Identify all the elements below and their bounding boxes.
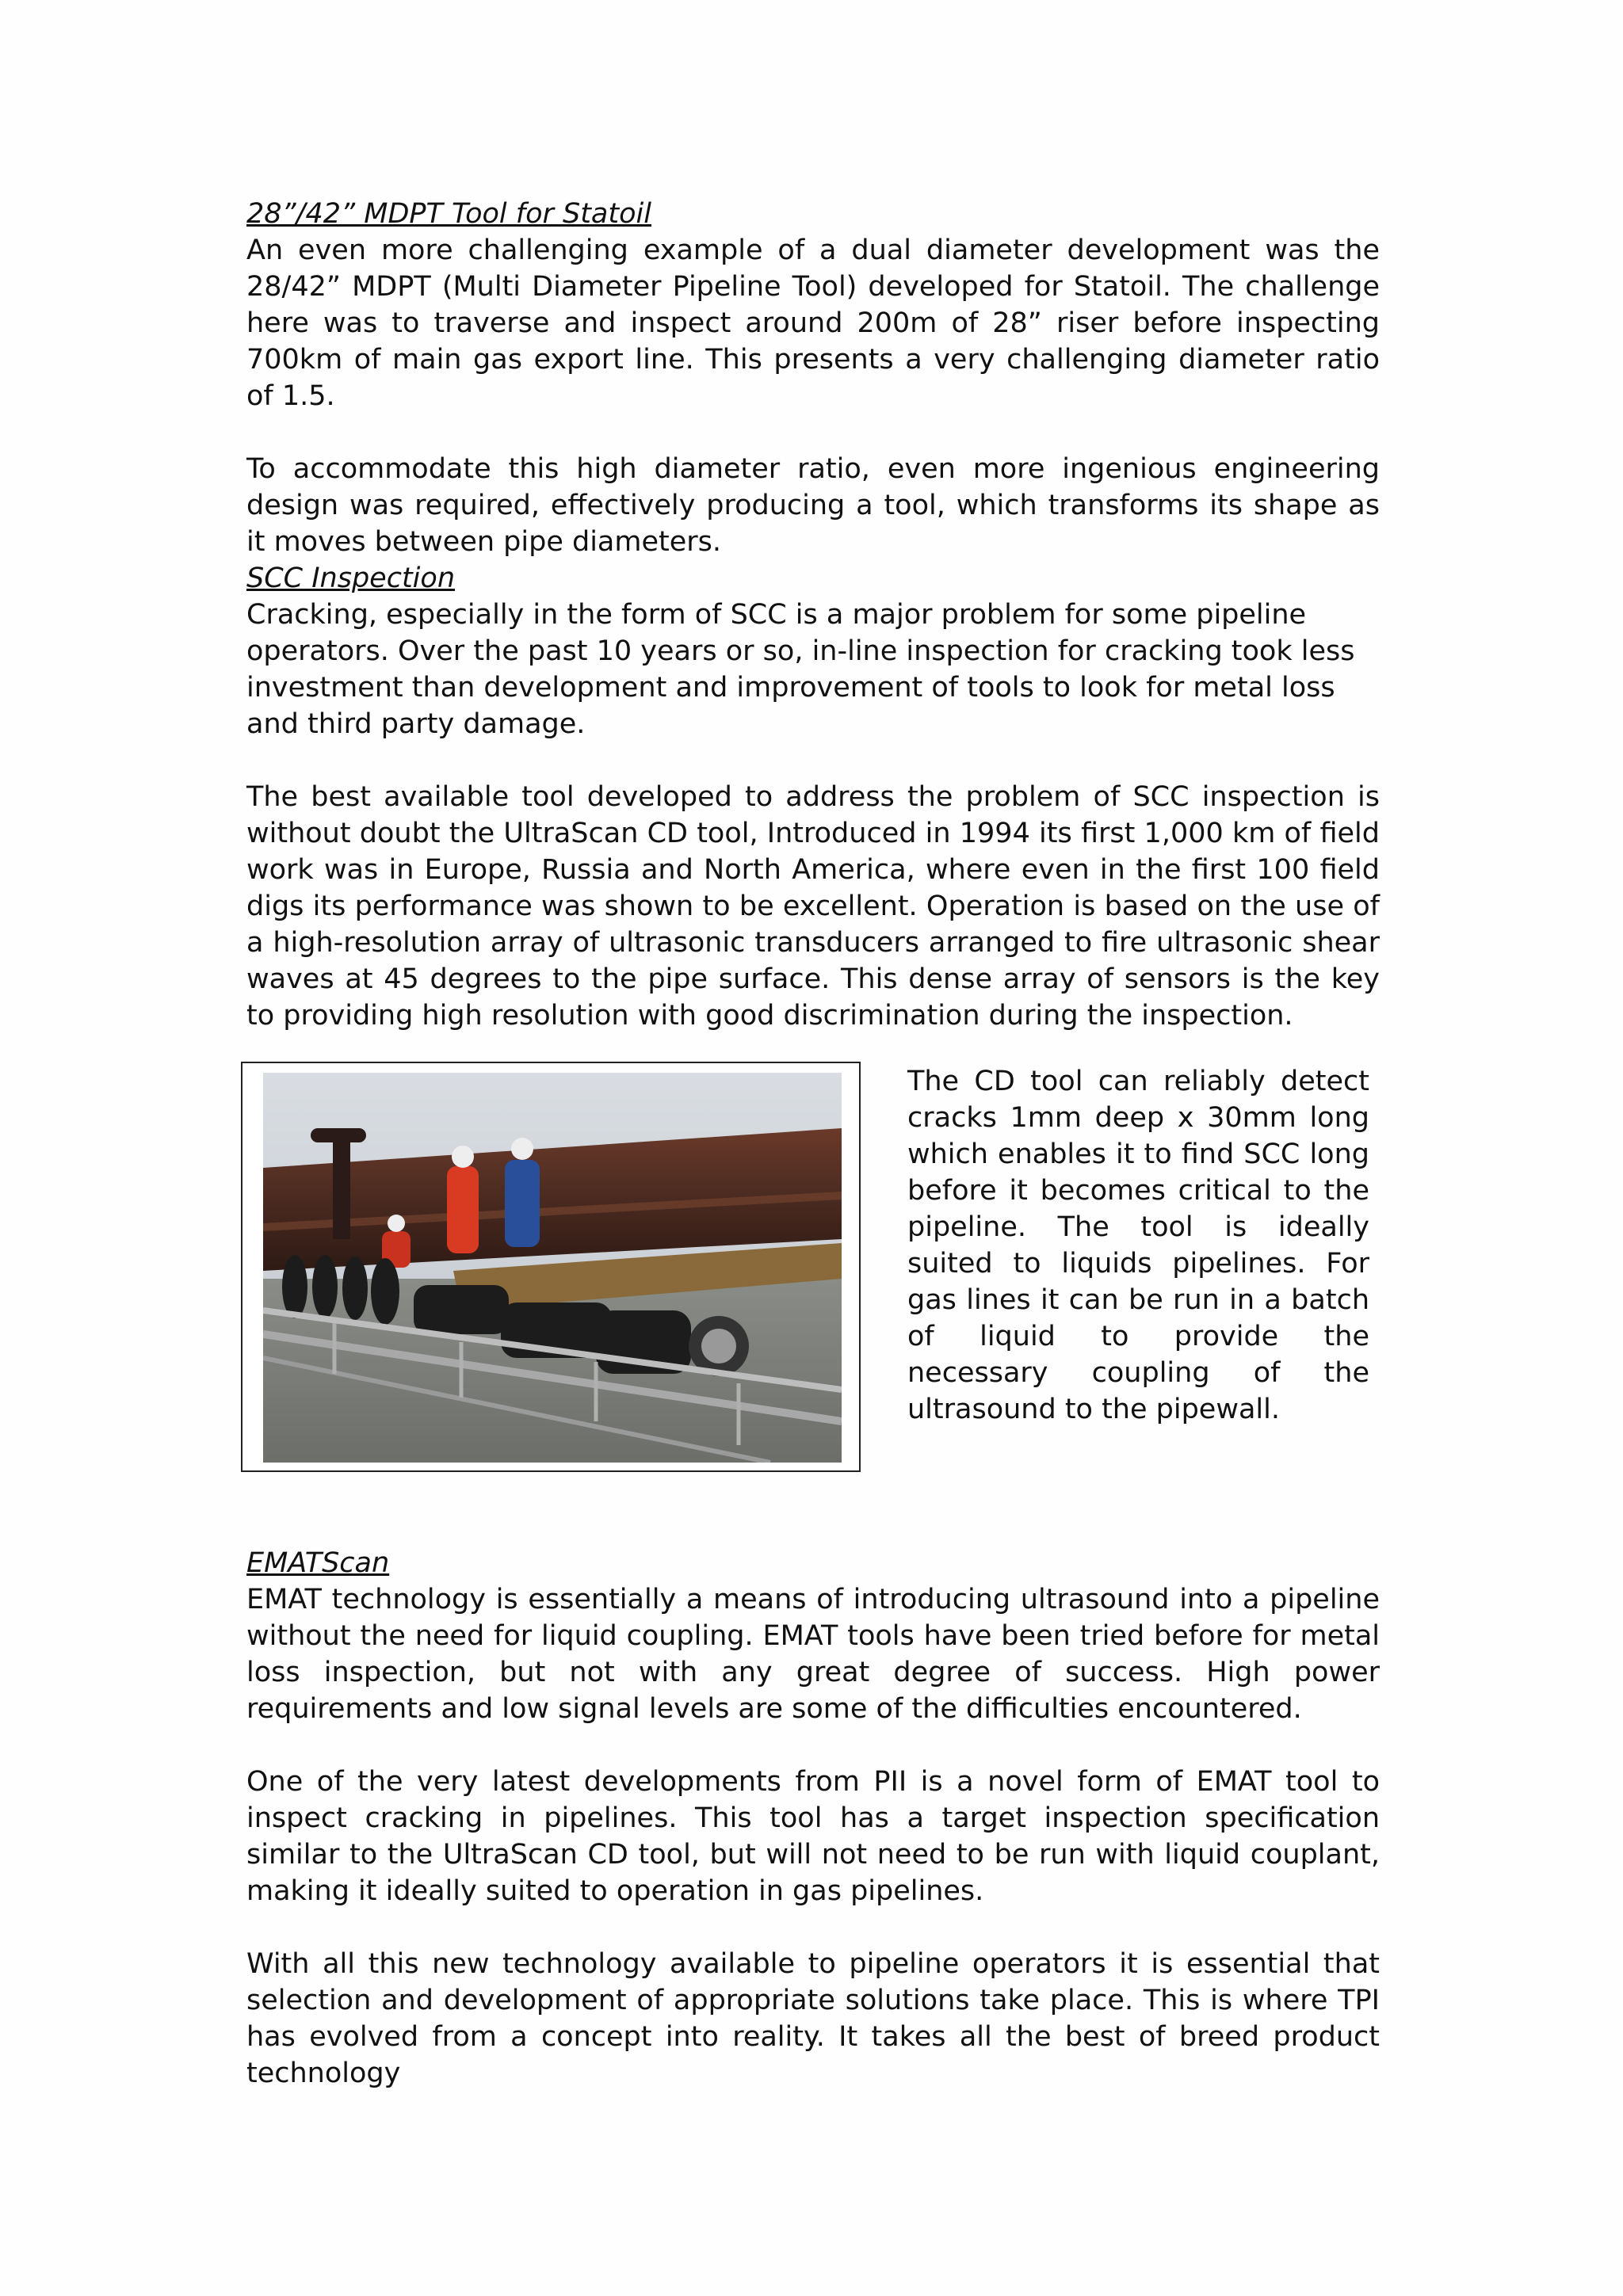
paragraph-emat-3: With all this new technology available to pipeline operators it is essential that selection and development of appropriate solutions take place. This is where TPI has evolved from a concept into reality. It takes all the best of breed product technology bbox=[246, 1948, 1380, 2089]
section-emat bbox=[246, 1545, 1380, 2092]
paragraph-mdpt-2: To accommodate this high diameter ratio, even more ingenious engineering design was required, effectively producing a tool, which transforms its shape as it moves between pipe diameters. bbox=[246, 453, 1380, 558]
section-scc bbox=[246, 560, 1380, 1034]
paragraph-cd-tool: The CD tool can reliably detect cracks 1mm deep x 30mm long which enables it to find SCC long before it becomes critical to the pipeline. The tool is ideally suited to liquids pipelines. For gas lines it can be run in a batch of liquid to provide the necessary coupling of the ultrasound to the pipewall. bbox=[907, 1066, 1369, 1425]
paragraph-mdpt-1: An even more challenging example of a dual diameter development was the 28/42” MDPT (Multi Diameter Pipeline Tool) developed for Statoil. The challenge here was to traverse and inspect around 200m of 28” riser before inspecting 700km of main gas export line. This presents a very challenging diameter ratio of 1.5. bbox=[246, 235, 1380, 412]
paragraph-emat-1: EMAT technology is essentially a means of introducing ultrasound into a pipeline without the need for liquid coupling. EMAT tools have been tried before for metal loss inspection, but not with any great degree of success. High power requirements and low signal levels are some of the difficulties encountered. bbox=[246, 1584, 1380, 1725]
paragraph-emat-2: One of the very latest developments from PII is a novel form of EMAT tool to inspect cracking in pipelines. This tool has a target inspection specification similar to the UltraScan CD tool, but will not need to be run with liquid couplant, making it ideally suited to operation in gas pipelines. bbox=[246, 1766, 1380, 1907]
section-heading-scc: SCC Inspection bbox=[246, 563, 455, 594]
photo-ultrascan-tool bbox=[241, 1062, 861, 1472]
section-heading-mdpt: 28”/42” MDPT Tool for Statoil bbox=[246, 198, 651, 230]
paragraph-scc-1: Cracking, especially in the form of SCC is a major problem for some pipeline operators. Over the past 10 years or so, in-line inspection for cracking took less investment than development and improvement of tools to look for metal loss and third party damage. bbox=[246, 599, 1355, 740]
section-heading-emat: EMATScan bbox=[246, 1547, 390, 1579]
section-mdpt bbox=[246, 196, 1380, 560]
paragraph-scc-2: The best available tool developed to address the problem of SCC inspection is without doubt the UltraScan CD tool, Introduced in 1994 its first 1,000 km of field work was in Europe, Russia and North America, where even in the first 100 field digs its performance was shown to be excellent. Operation is based on the use of a high-resolution array of ultrasonic transducers arranged to fire ultrasonic shear waves at 45 degrees to the pipe surface. This dense array of sensors is the key to providing high resolution with good discrimination during the inspection. bbox=[246, 781, 1380, 1032]
pipeline-tool-photo bbox=[263, 1073, 842, 1463]
